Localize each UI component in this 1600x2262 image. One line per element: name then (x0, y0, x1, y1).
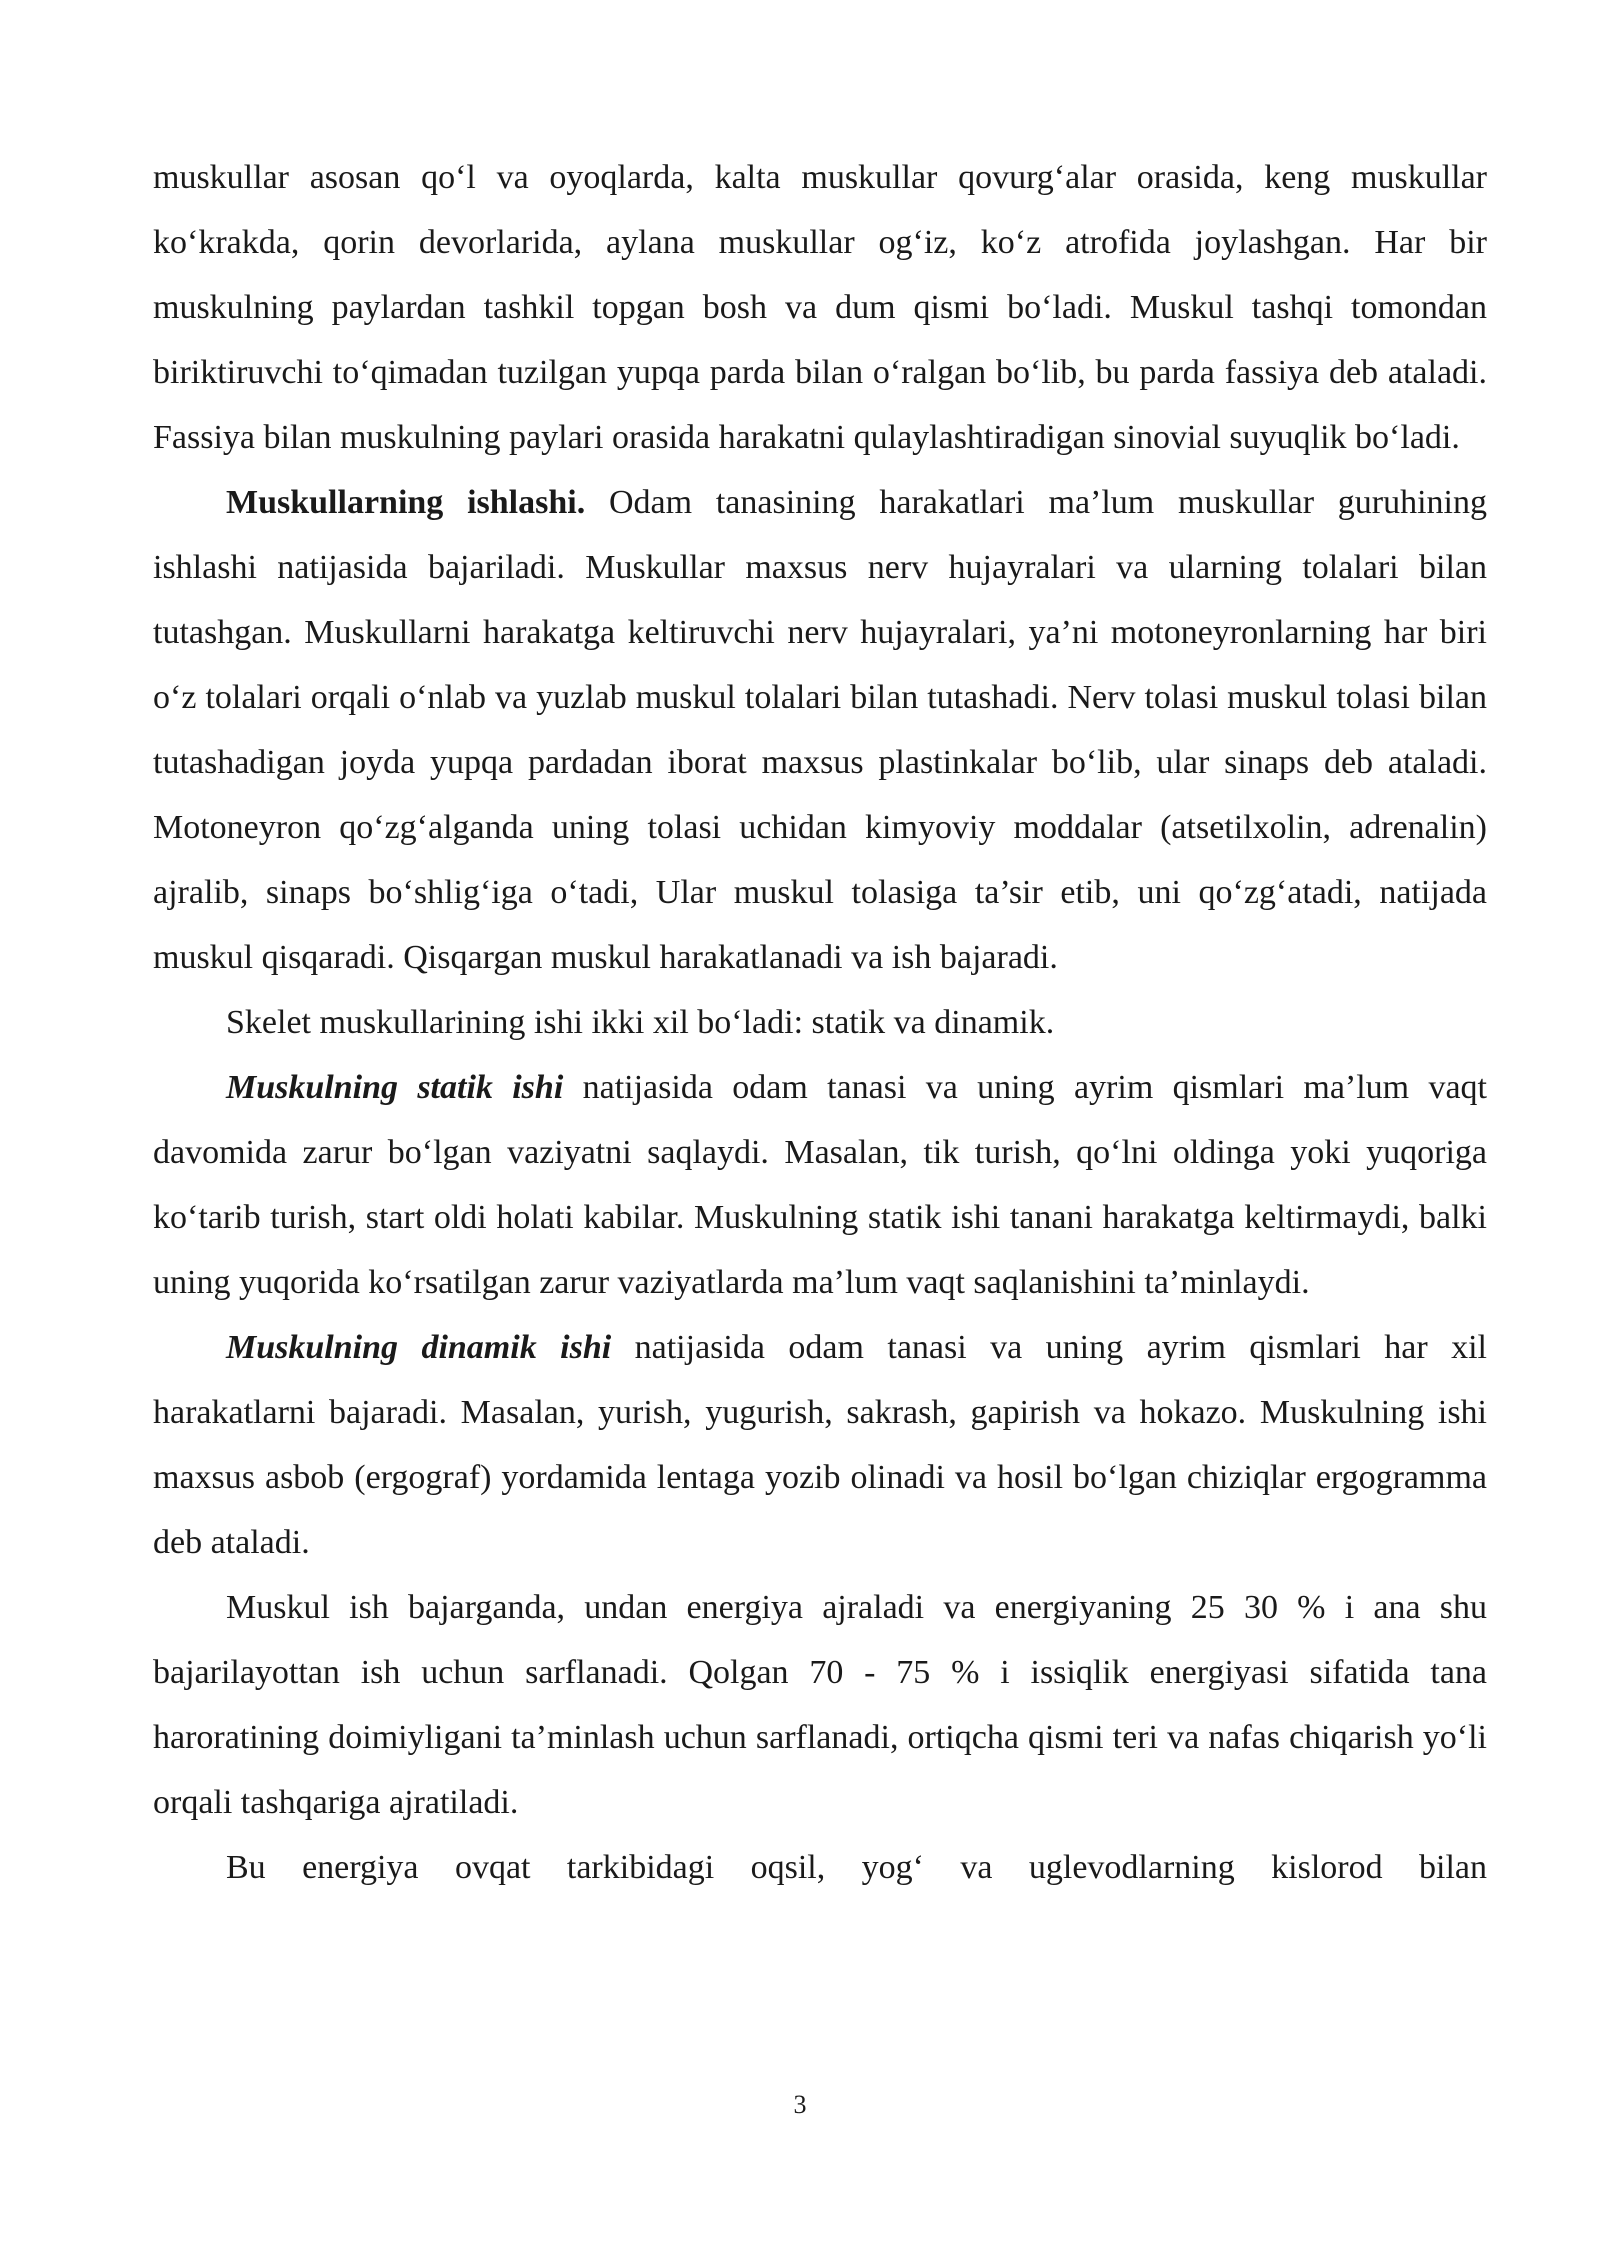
paragraph-dynamic-work (153, 1315, 1487, 1575)
term-static-work: Muskulning statik ishi (226, 1069, 564, 1106)
paragraph-text: natijasida odam tanasi va uning ayrim qismlari har xil harakatlarni bajaradi. Masalan, yurish, yugurish, sakrash, gapirish va hokazo. Muskulning ishi maxsus asbob (ergograf) yordamida lentaga yozib olinadi va hosil bo‘lgan chiziqlar ergogramma deb ataladi. (153, 1329, 1487, 1561)
paragraph-text: natijasida odam tanasi va uning ayrim qismlari ma’lum vaqt davomida zarur bo‘lgan vaziyatni saqlaydi. Masalan, tik turish, qo‘lni oldinga yoki yuqoriga ko‘tarib turish, start oldi holati kabilar. Muskulning statik ishi tanani harakatga keltirmaydi, balki uning yuqorida ko‘rsatilgan zarur vaziyatlarda ma’lum vaqt saqlanishini ta’minlaydi. (153, 1069, 1487, 1301)
paragraph-energy-source (153, 1835, 1487, 1900)
paragraph-work-kinds (153, 990, 1487, 1055)
paragraph-text: Bu energiya ovqat tarkibidagi oqsil, yog‘ va uglevodlarning kislorod bilan (226, 1849, 1487, 1886)
paragraph-muscle-types (153, 145, 1487, 470)
page-number: 3 (793, 2090, 807, 2119)
paragraph-muscle-work (153, 470, 1487, 990)
paragraph-text: Odam tanasining harakatlari ma’lum muskullar guruhining ishlashi natijasida bajariladi. Muskullar maxsus nerv hujayralari va ularning tolalari bilan tutashgan. Muskullarni harakatga keltiruvchi nerv hujayralari, ya’ni motoneyronlarning har biri o‘z tolalari orqali o‘nlab va yuzlab muskul tolalari bilan tutashadi. Nerv tolasi muskul tolasi bilan tutashadigan joyda yupqa pardadan iborat maxsus plastinkalar bo‘lib, ular sinaps deb ataladi. Motoneyron qo‘zg‘alganda uning tolasi uchidan kimyoviy moddalar (atsetilxolin, adrenalin) ajralib, sinaps bo‘shlig‘iga o‘tadi, Ular muskul tolasiga ta’sir etib, uni qo‘zg‘atadi, natijada muskul qisqaradi. Qisqargan muskul harakatlanadi va ish bajaradi. (153, 484, 1488, 976)
paragraph-text: muskullar asosan qo‘l va oyoqlarda, kalta muskullar qovurg‘alar orasida, keng muskullar ko‘krakda, qorin devorlarida, aylana muskullar og‘iz, ko‘z atrofida joylashgan. Har bir muskulning paylardan tashkil topgan bosh va dum qismi bo‘ladi. Muskul tashqi tomondan biriktiruvchi to‘qimadan tuzilgan yupqa parda bilan o‘ralgan bo‘lib, bu parda fassiya deb ataladi. Fassiya bilan muskulning paylari orasida harakatni qulaylashtiradigan sinovial suyuqlik bo‘ladi. (153, 159, 1487, 456)
term-dynamic-work: Muskulning dinamik ishi (226, 1329, 612, 1366)
document-page (153, 145, 1487, 1900)
paragraph-text: Skelet muskullarining ishi ikki xil bo‘ladi: statik va dinamik. (226, 1004, 1055, 1041)
paragraph-text: Muskul ish bajarganda, undan energiya ajraladi va energiyaning 25 30 % i ana shu bajarilayottan ish uchun sarflanadi. Qolgan 70 - 75 % i issiqlik energiyasi sifatida tana haroratining doimiyligani ta’minlash uchun sarflanadi, ortiqcha qismi teri va nafas chiqarish yo‘li orqali tashqariga ajratiladi. (153, 1589, 1487, 1821)
paragraph-energy-use (153, 1575, 1487, 1835)
section-heading-muscle-work: Muskullarning ishlashi. (226, 484, 586, 521)
paragraph-static-work (153, 1055, 1487, 1315)
